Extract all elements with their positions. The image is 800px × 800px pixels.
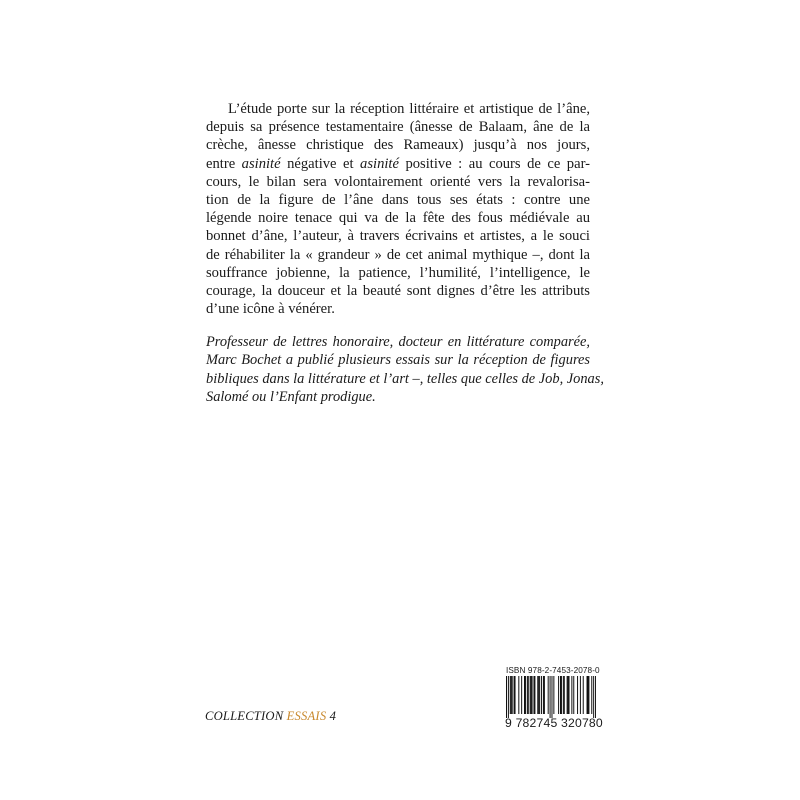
summary-line: L’étude porte sur la réception littéraire et artistique de l’âne, <box>228 101 590 117</box>
barcode-bar <box>525 676 526 714</box>
summary-line: tion de la figure de l’âne dans tous ses états : contre une <box>206 192 590 209</box>
author-bio <box>206 333 604 407</box>
bio-line: Salomé ou l’Enfant prodigue. <box>206 389 376 406</box>
barcode-bar <box>553 676 554 714</box>
summary-line: crèche, ânesse christique des Rameaux) jusqu’à nos jours, <box>206 137 590 154</box>
barcode-bar <box>533 676 534 714</box>
summary-line: souffrance jobienne, la patience, l’humilité, l’intelligence, le <box>206 264 590 281</box>
barcode-bar <box>539 676 540 714</box>
italic-term: asinité <box>360 155 399 172</box>
isbn-barcode <box>505 666 603 736</box>
summary-line: cours, le bilan sera volontairement orienté vers la revalorisa- <box>206 173 590 190</box>
barcode-bar <box>532 676 533 714</box>
barcode-bar <box>521 676 522 714</box>
summary-line: depuis sa présence testamentaire (ânesse de Balaam, âne de la <box>206 119 590 136</box>
barcode-bar <box>551 676 552 718</box>
summary-line: d’une icône à vénérer. <box>206 301 335 318</box>
barcode-bar <box>567 676 568 714</box>
barcode-bar <box>591 676 592 714</box>
barcode-bar <box>537 676 538 714</box>
bio-line: Marc Bochet a publié plusieurs essais sur la réception de figures <box>206 352 590 369</box>
barcode-bar <box>518 676 519 714</box>
barcode-bar <box>563 676 564 714</box>
barcode-bar <box>569 676 570 714</box>
barcode-bar <box>515 676 516 714</box>
barcode-bar <box>587 676 588 714</box>
collection-prefix: COLLECTION <box>205 709 287 723</box>
barcode-bar <box>595 676 596 718</box>
barcode-bar <box>544 676 545 714</box>
barcode-bar <box>593 676 594 718</box>
collection-number: 4 <box>326 709 337 723</box>
barcode-bar <box>530 676 531 714</box>
barcode-bar <box>512 676 513 714</box>
summary-text: positive : au cours de ce par- <box>398 155 590 172</box>
summary-text: entre <box>206 155 242 172</box>
barcode-bar <box>571 676 572 714</box>
barcode-bar <box>524 676 525 714</box>
barcode-bar <box>573 676 574 714</box>
barcode-bar <box>514 676 515 714</box>
ean-digits: 9 782745 320780 <box>505 716 603 730</box>
summary-paragraph <box>206 100 590 318</box>
barcode-bar <box>527 676 528 714</box>
summary-text: négative et <box>280 155 361 172</box>
barcode-bar <box>580 676 581 714</box>
barcode-bar <box>550 676 551 718</box>
barcode-bar <box>506 676 507 718</box>
barcode-bar <box>510 676 511 714</box>
barcode-bar <box>568 676 569 714</box>
summary-line: de réhabiliter la « grandeur » de cet animal mythique –, dont la <box>206 246 590 263</box>
bio-line: Professeur de lettres honoraire, docteur en littérature comparée, <box>206 334 590 350</box>
barcode-bar <box>511 676 512 714</box>
barcode-bar <box>561 676 562 714</box>
barcode-bar <box>558 676 559 714</box>
barcode-bar <box>587 676 588 714</box>
barcode-bar <box>560 676 561 714</box>
barcode-bar <box>534 676 535 714</box>
barcode-bar <box>528 676 529 714</box>
bio-line: bibliques dans la littérature et l’art –, telles que celles de Job, Jonas, <box>206 370 604 387</box>
summary-line: courage, la douceur et la beauté sont dignes d’être les attributs <box>206 283 590 300</box>
italic-term: asinité <box>241 155 281 172</box>
barcode-bar <box>541 676 542 714</box>
barcode-bar <box>548 676 549 714</box>
summary-line: légende noire tenace qui va de la fête des fous médiévale au <box>206 210 590 227</box>
barcode-bar <box>538 676 539 714</box>
barcode-bar <box>531 676 532 714</box>
barcode-bar <box>583 676 584 714</box>
summary-line: bonnet d’âne, l’auteur, à travers écrivains et artistes, a le souci <box>206 228 590 245</box>
barcode-bars <box>506 676 596 718</box>
barcode-bar <box>508 676 509 718</box>
summary-line-mixed <box>206 155 590 173</box>
barcode-bar <box>588 676 589 714</box>
collection-label <box>205 709 336 724</box>
barcode-bar <box>577 676 578 714</box>
barcode-bar <box>564 676 565 714</box>
isbn-label: ISBN 978-2-7453-2078-0 <box>506 666 600 675</box>
barcode-bar <box>543 676 544 714</box>
collection-series: ESSAIS <box>286 709 327 723</box>
